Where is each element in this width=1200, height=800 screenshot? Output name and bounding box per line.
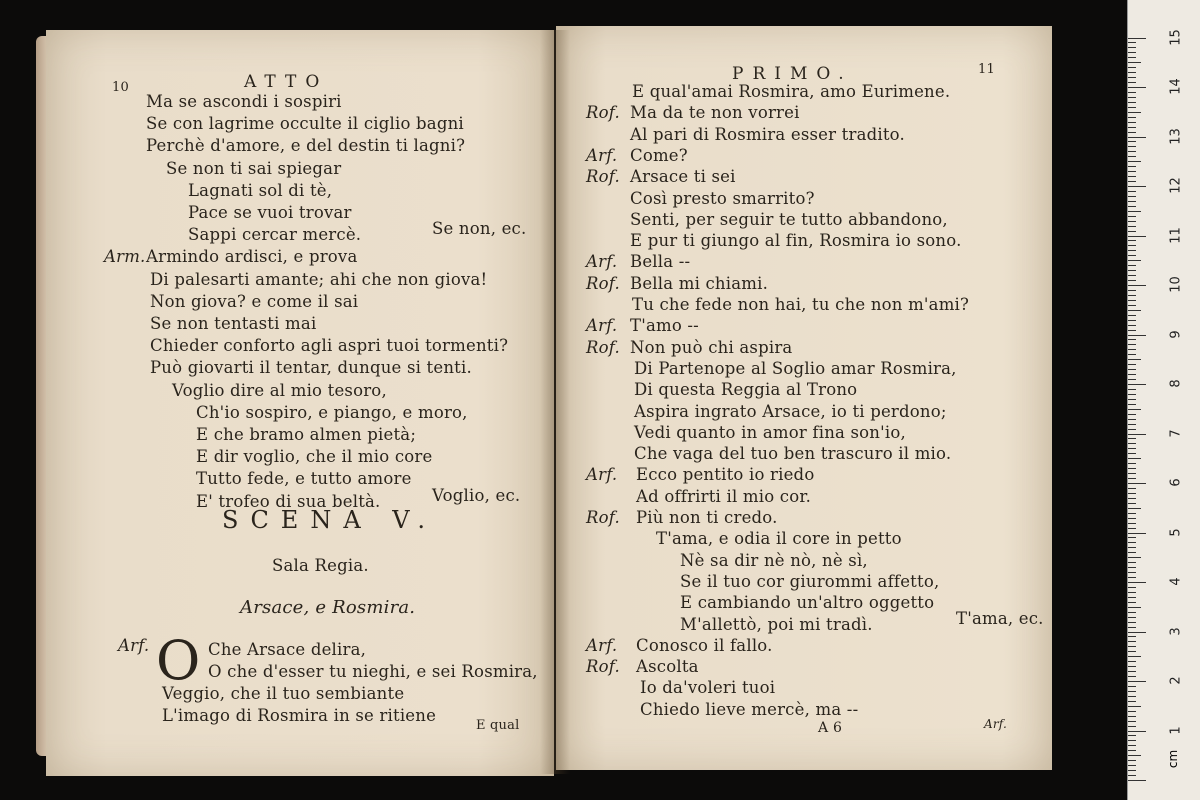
verse-line: Nè sa dir nè nò, nè sì, xyxy=(680,550,868,570)
ruler-tick xyxy=(1128,221,1136,222)
ruler-tick xyxy=(1128,721,1136,722)
ruler-tick xyxy=(1128,146,1136,147)
right-page xyxy=(556,26,1052,770)
ruler-tick xyxy=(1128,364,1136,365)
ruler-tick xyxy=(1128,547,1136,548)
verse-line: Lagnati sol di tè, xyxy=(188,180,333,200)
aria-cue: T'ama, ec. xyxy=(956,608,1044,628)
ruler-tick xyxy=(1128,607,1141,608)
left-page xyxy=(46,30,554,776)
ruler-tick xyxy=(1128,701,1136,702)
ruler-tick xyxy=(1128,240,1136,241)
ruler-tick xyxy=(1128,419,1136,420)
ruler-tick xyxy=(1128,582,1146,583)
ruler-tick xyxy=(1128,369,1136,370)
ruler-tick xyxy=(1128,310,1141,311)
ruler-tick xyxy=(1128,508,1141,509)
verse-line: E' trofeo di sua beltà. xyxy=(196,491,381,511)
ruler-tick xyxy=(1128,290,1136,291)
ruler-tick xyxy=(1128,42,1136,43)
ruler-tick xyxy=(1128,141,1136,142)
left-page-number: 10 xyxy=(112,80,129,95)
verse-line: Ma se ascondi i sospiri xyxy=(146,92,342,111)
ruler-tick xyxy=(1128,681,1146,682)
ruler-tick xyxy=(1128,671,1136,672)
ruler-tick xyxy=(1128,488,1136,489)
ruler-tick xyxy=(1128,745,1136,746)
ruler-tick xyxy=(1128,602,1136,603)
ruler-number: 12 xyxy=(1168,177,1184,194)
ruler-tick xyxy=(1128,320,1136,321)
right-page-number: 11 xyxy=(978,62,995,77)
verse-line: Non giova? e come il sai xyxy=(150,291,359,311)
ruler-number: 2 xyxy=(1168,676,1184,685)
verse-line: Non può chi aspira xyxy=(630,337,793,357)
ruler-tick xyxy=(1128,404,1136,405)
verse-line: O che d'esser tu nieghi, e sei Rosmira, xyxy=(208,662,538,681)
ruler-tick xyxy=(1128,67,1136,68)
ruler-tick xyxy=(1128,691,1136,692)
ruler-tick xyxy=(1128,384,1146,385)
measuring-ruler xyxy=(1127,0,1200,800)
speaker-label: Arf. xyxy=(586,252,618,272)
ruler-tick xyxy=(1128,389,1136,390)
verse-line: Così presto smarrito? xyxy=(630,188,815,208)
ruler-tick xyxy=(1128,77,1136,78)
speaker-label: Arf. xyxy=(586,316,618,336)
ruler-tick xyxy=(1128,735,1136,736)
ruler-tick xyxy=(1128,780,1146,781)
verse-line: Veggio, che il tuo sembiante xyxy=(162,684,405,703)
ruler-unit: cm xyxy=(1166,749,1181,769)
verse-line: Ad offrirti il mio cor. xyxy=(636,486,812,506)
ruler-tick xyxy=(1128,557,1141,558)
speaker-label: Rof. xyxy=(586,167,620,187)
ruler-tick xyxy=(1128,349,1136,350)
ruler-tick xyxy=(1128,577,1136,578)
ruler-tick xyxy=(1128,493,1136,494)
verse-line: M'allettò, poi mi tradì. xyxy=(680,614,873,634)
verse-line: Che vaga del tuo ben trascuro il mio. xyxy=(634,444,952,464)
verse-line: Voglio dire al mio tesoro, xyxy=(172,380,387,400)
ruler-tick xyxy=(1128,359,1141,360)
ruler-tick xyxy=(1128,102,1136,103)
ruler-tick xyxy=(1128,755,1141,756)
verse-line: E pur ti giungo al fin, Rosmira io sono. xyxy=(630,231,962,251)
ruler-tick xyxy=(1128,339,1136,340)
verse-line: Al pari di Rosmira esser tradito. xyxy=(630,124,905,144)
speaker-label: Rof. xyxy=(586,337,620,357)
verse-line: Sappi cercar mercè. xyxy=(188,225,362,245)
ruler-tick xyxy=(1128,305,1136,306)
ruler-tick xyxy=(1128,82,1136,83)
ruler-tick xyxy=(1128,47,1136,48)
verse-line: Ch'io sospiro, e piango, e moro, xyxy=(196,402,468,422)
verse-line: Se non tentasti mai xyxy=(150,314,317,333)
ruler-tick xyxy=(1128,97,1136,98)
ruler-tick xyxy=(1128,285,1146,286)
ruler-tick xyxy=(1128,52,1136,53)
verse-line: Come? xyxy=(630,145,688,165)
ruler-tick xyxy=(1128,315,1136,316)
verse-line: Senti, per seguir te tutto abbandono, xyxy=(630,209,948,229)
speaker-label: Arf. xyxy=(118,636,150,655)
ruler-tick xyxy=(1128,245,1136,246)
ruler-tick xyxy=(1128,587,1136,588)
aria-cue: Voglio, ec. xyxy=(432,485,521,505)
ruler-tick xyxy=(1128,137,1146,138)
ruler-tick xyxy=(1128,592,1136,593)
ruler-tick xyxy=(1128,255,1136,256)
ruler-tick xyxy=(1128,335,1146,336)
ruler-tick xyxy=(1128,250,1136,251)
ruler-tick xyxy=(1128,394,1136,395)
verse-line: Se non ti sai spiegar xyxy=(166,158,342,178)
ruler-tick xyxy=(1128,409,1141,410)
scene-setting: Sala Regia. xyxy=(272,556,369,575)
ruler-tick xyxy=(1128,186,1146,187)
ruler-tick xyxy=(1128,117,1136,118)
ruler-tick xyxy=(1128,374,1136,375)
ruler-tick xyxy=(1128,132,1136,133)
verse-line: Se con lagrime occulte il ciglio bagni xyxy=(146,114,464,134)
verse-line: E dir voglio, che il mio core xyxy=(196,447,433,467)
ruler-tick xyxy=(1128,636,1136,637)
ruler-tick xyxy=(1128,686,1136,687)
ruler-number: 6 xyxy=(1168,478,1184,487)
ruler-number: 13 xyxy=(1168,127,1184,145)
ruler-number: 8 xyxy=(1168,379,1184,388)
ruler-tick xyxy=(1128,191,1136,192)
ruler-tick xyxy=(1128,270,1136,271)
ruler-tick xyxy=(1128,112,1141,113)
verse-line: Pace se vuoi trovar xyxy=(188,203,352,222)
ruler-tick xyxy=(1128,468,1136,469)
verse-line: Conosco il fallo. xyxy=(636,635,773,655)
ruler-tick xyxy=(1128,236,1146,237)
ruler-tick xyxy=(1128,513,1136,514)
ruler-number: 11 xyxy=(1168,226,1184,244)
ruler-tick xyxy=(1128,399,1136,400)
speaker-label: Arf. xyxy=(586,465,618,485)
verse-line: Perchè d'amore, e del destin ti lagni? xyxy=(146,136,466,156)
ruler-tick xyxy=(1128,216,1136,217)
right-catchword: Arf. xyxy=(984,717,1008,731)
ruler-tick xyxy=(1128,295,1136,296)
ruler-tick xyxy=(1128,107,1136,108)
ruler-number: 14 xyxy=(1168,78,1184,95)
ruler-tick xyxy=(1128,765,1136,766)
ruler-number: 15 xyxy=(1168,28,1184,46)
ruler-tick xyxy=(1128,443,1136,444)
ruler-tick xyxy=(1128,740,1136,741)
ruler-tick xyxy=(1128,646,1136,647)
ruler-tick xyxy=(1128,726,1136,727)
verse-line: Di questa Reggia al Trono xyxy=(634,380,858,400)
speaker-label: Arm. xyxy=(104,247,146,267)
ruler-number: 3 xyxy=(1168,626,1184,636)
verse-line: Tu che fede non hai, tu che non m'ami? xyxy=(632,295,970,314)
ruler-tick xyxy=(1128,651,1136,652)
ruler-number: 4 xyxy=(1168,577,1184,586)
ruler-tick xyxy=(1128,151,1136,152)
ruler-number: 5 xyxy=(1168,527,1184,537)
ruler-tick xyxy=(1128,696,1136,697)
ruler-tick xyxy=(1128,122,1136,123)
ruler-tick xyxy=(1128,57,1136,58)
verse-line: E cambiando un'altro oggetto xyxy=(680,593,935,613)
ruler-tick xyxy=(1128,478,1136,479)
ruler-tick xyxy=(1128,344,1136,345)
ruler-tick xyxy=(1128,523,1136,524)
ruler-tick xyxy=(1128,166,1136,167)
ruler-tick xyxy=(1128,656,1141,657)
ruler-number: 9 xyxy=(1168,329,1184,339)
ruler-tick xyxy=(1128,206,1136,207)
verse-line: Bella mi chiami. xyxy=(630,273,769,293)
verse-line: T'ama, e odia il core in petto xyxy=(656,529,902,549)
speaker-label: Rof. xyxy=(586,273,620,293)
ruler-tick xyxy=(1128,38,1146,39)
speaker-label: Arf. xyxy=(586,145,618,165)
ruler-tick xyxy=(1128,473,1136,474)
book-gutter xyxy=(540,30,570,774)
ruler-tick xyxy=(1128,528,1136,529)
ruler-tick xyxy=(1128,483,1146,484)
ruler-tick xyxy=(1128,92,1136,93)
aria-cue: Se non, ec. xyxy=(432,219,527,239)
verse-line: Ascolta xyxy=(636,657,699,677)
ruler-number: 7 xyxy=(1168,428,1184,438)
verse-line: Di Partenope al Soglio amar Rosmira, xyxy=(634,358,957,378)
ruler-tick xyxy=(1128,429,1136,430)
ruler-tick xyxy=(1128,567,1136,568)
ruler-tick xyxy=(1128,260,1141,261)
verse-line: Arsace ti sei xyxy=(630,167,736,187)
ruler-tick xyxy=(1128,211,1141,212)
verse-line: Ecco pentito io riedo xyxy=(636,465,815,485)
ruler-tick xyxy=(1128,770,1136,771)
ruler-tick xyxy=(1128,711,1136,712)
ruler-tick xyxy=(1128,300,1136,301)
ruler-tick xyxy=(1128,127,1136,128)
verse-line: L'imago di Rosmira in se ritiene xyxy=(162,706,437,725)
ruler-tick xyxy=(1128,156,1136,157)
ruler-tick xyxy=(1128,414,1136,415)
ruler-tick xyxy=(1128,330,1136,331)
ruler-tick xyxy=(1128,750,1136,751)
ruler-tick xyxy=(1128,62,1141,63)
speaker-label: Rof. xyxy=(586,103,620,123)
ruler-number: 10 xyxy=(1168,276,1184,293)
ruler-number: 1 xyxy=(1168,725,1184,735)
verse-line: Chieder conforto agli aspri tuoi tormenti? xyxy=(150,336,509,356)
right-running-head: PRIMO. xyxy=(732,64,853,84)
verse-line: Può giovarti il tentar, dunque si tenti. xyxy=(150,358,472,378)
ruler-tick xyxy=(1128,181,1136,182)
ruler-tick xyxy=(1128,498,1136,499)
ruler-tick xyxy=(1128,265,1136,266)
ruler-tick xyxy=(1128,463,1136,464)
ruler-tick xyxy=(1128,448,1136,449)
ruler-tick xyxy=(1128,562,1136,563)
drop-cap: O xyxy=(156,629,201,692)
verse-line: Bella -- xyxy=(630,252,691,272)
ruler-tick xyxy=(1128,622,1136,623)
ruler-tick xyxy=(1128,641,1136,642)
ruler-tick xyxy=(1128,275,1136,276)
speaker-label: Rof. xyxy=(586,508,620,527)
ruler-tick xyxy=(1128,661,1136,662)
verse-line: E che bramo almen pietà; xyxy=(196,425,417,444)
ruler-tick xyxy=(1128,325,1136,326)
ruler-tick xyxy=(1128,354,1136,355)
ruler-tick xyxy=(1128,176,1136,177)
ruler-tick xyxy=(1128,87,1146,88)
left-running-head: ATTO xyxy=(244,72,329,92)
verse-line: Armindo ardisci, e prova xyxy=(146,247,358,267)
ruler-tick xyxy=(1128,612,1136,613)
ruler-tick xyxy=(1128,731,1146,732)
ruler-tick xyxy=(1128,716,1136,717)
verse-line: Ma da te non vorrei xyxy=(630,103,800,123)
verse-line: Di palesarti amante; ahi che non giova! xyxy=(150,269,488,289)
ruler-tick xyxy=(1128,706,1141,707)
ruler-tick xyxy=(1128,542,1136,543)
scene-title: SCENA V. xyxy=(222,506,438,534)
ruler-tick xyxy=(1128,552,1136,553)
ruler-tick xyxy=(1128,201,1136,202)
ruler-tick xyxy=(1128,171,1136,172)
ruler-tick xyxy=(1128,226,1136,227)
verse-line: Chiedo lieve mercè, ma -- xyxy=(640,699,859,719)
verse-line: Più non ti credo. xyxy=(636,508,778,527)
speaker-label: Arf. xyxy=(586,635,618,655)
verse-line: Se il tuo cor giurommi affetto, xyxy=(680,571,940,591)
left-catchword: E qual xyxy=(476,718,520,733)
ruler-tick xyxy=(1128,424,1136,425)
ruler-tick xyxy=(1128,627,1136,628)
ruler-tick xyxy=(1128,572,1136,573)
verse-line: Tutto fede, e tutto amore xyxy=(196,469,412,489)
ruler-tick xyxy=(1128,537,1136,538)
ruler-tick xyxy=(1128,617,1136,618)
verse-line: Io da'voleri tuoi xyxy=(640,678,776,698)
ruler-tick xyxy=(1128,533,1146,534)
ruler-tick xyxy=(1128,379,1136,380)
verse-line: T'amo -- xyxy=(630,316,699,336)
ruler-tick xyxy=(1128,438,1136,439)
ruler-tick xyxy=(1128,161,1141,162)
ruler-tick xyxy=(1128,676,1136,677)
ruler-tick xyxy=(1128,760,1136,761)
ruler-tick xyxy=(1128,503,1136,504)
verse-line: E qual'amai Rosmira, amo Eurimene. xyxy=(632,82,951,101)
ruler-tick xyxy=(1128,196,1136,197)
speaker-label: Rof. xyxy=(586,657,620,677)
ruler-tick xyxy=(1128,434,1146,435)
scene-characters: Arsace, e Rosmira. xyxy=(240,597,416,618)
ruler-tick xyxy=(1128,231,1136,232)
ruler-tick xyxy=(1128,597,1136,598)
ruler-tick xyxy=(1128,518,1136,519)
ruler-tick xyxy=(1128,666,1136,667)
ruler-tick xyxy=(1128,453,1136,454)
ruler-tick xyxy=(1128,458,1141,459)
ruler-tick xyxy=(1128,632,1146,633)
verse-line: Aspira ingrato Arsace, io ti perdono; xyxy=(634,401,947,421)
verse-line: Che Arsace delira, xyxy=(208,640,367,659)
ruler-tick xyxy=(1128,72,1136,73)
signature-mark: A 6 xyxy=(818,720,843,736)
ruler-tick xyxy=(1128,280,1136,281)
ruler-tick xyxy=(1128,775,1136,776)
verse-line: Vedi quanto in amor fina son'io, xyxy=(634,422,906,442)
